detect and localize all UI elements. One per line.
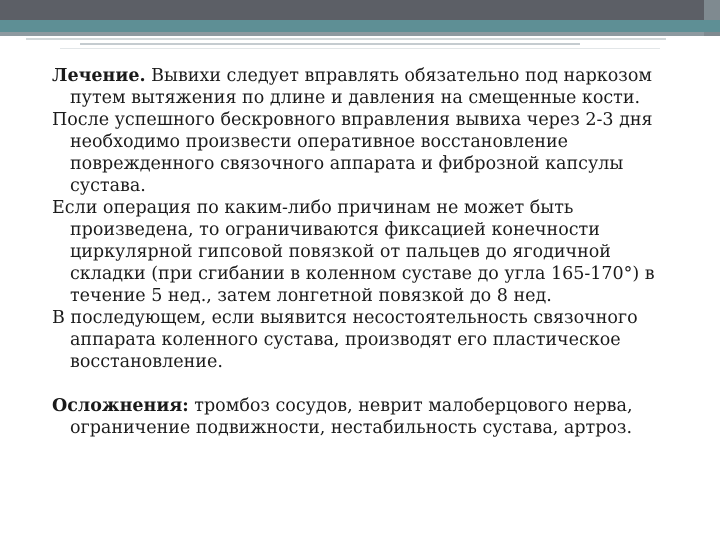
complications-label: Осложнения: — [52, 396, 189, 416]
treatment-paragraph-1 — [52, 65, 692, 109]
header-rule-2 — [80, 43, 580, 45]
treatment-text-1: Вывихи следует вправлять обязательно под наркозом путем вытяжения по длине и давления на смещенные кости. — [70, 66, 652, 108]
complications-text: тромбоз сосудов, неврит малоберцового нерва, ограничение подвижности, нестабильность сустава, артроз. — [70, 396, 633, 438]
header-dark-band — [0, 0, 720, 20]
header-rule-1 — [26, 38, 666, 40]
header-grey-band — [0, 32, 704, 36]
treatment-paragraph-2: После успешного бескровного вправления вывиха через 2-3 дня необходимо произвести оперативное восстановление поврежденного связочного аппарата и фиброзной капсулы сустава. — [52, 110, 653, 196]
complications-paragraph — [52, 395, 692, 439]
treatment-label: Лечение. — [52, 66, 146, 86]
header-teal-band — [0, 20, 720, 32]
slide-content — [52, 65, 692, 439]
treatment-paragraph-4: В последующем, если выявится несостоятельность связочного аппарата коленного сустава, производят его пластическое восстановление. — [52, 308, 638, 372]
treatment-paragraph-3: Если операция по каким-либо причинам не может быть произведена, то ограничиваются фиксацией конечности циркулярной гипсовой повязкой от пальцев до ягодичной складки (при сгибании в коленном суставе до угла 165-170°) в течение 5 нед., затем лонгетной повязкой до 8 нед. — [52, 198, 655, 306]
paragraph-gap — [52, 373, 692, 395]
header-rule-3 — [60, 48, 660, 49]
